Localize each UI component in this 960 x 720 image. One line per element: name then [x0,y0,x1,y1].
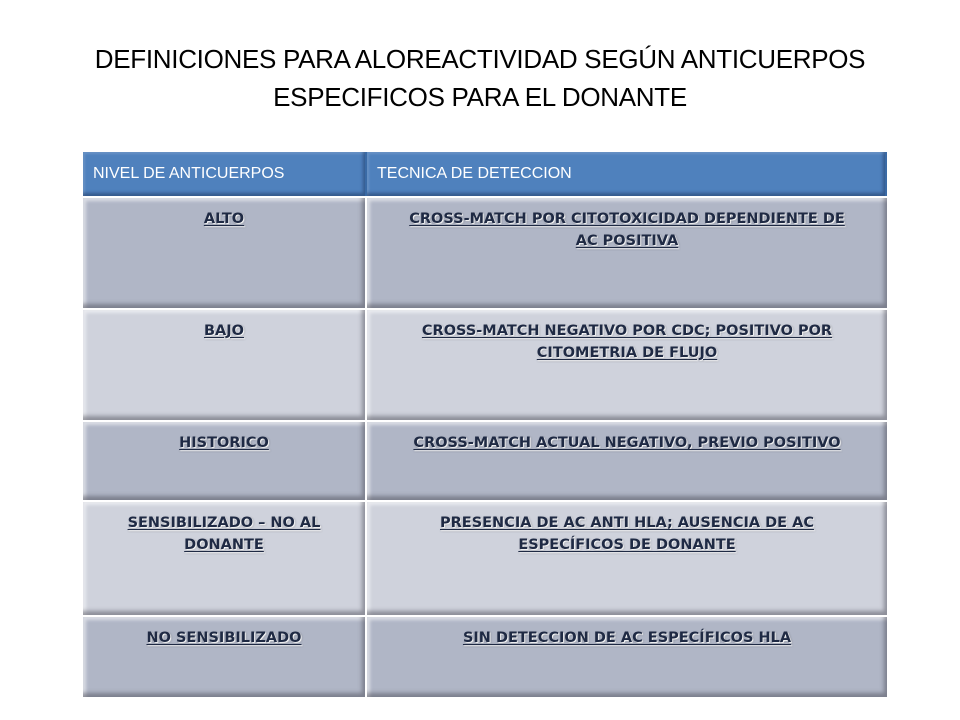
table-header-row [83,152,887,196]
header-antibody-level: NIVEL DE ANTICUERPOS [83,152,367,196]
cell-detection-technique [367,617,887,697]
table-row [83,500,887,615]
cell-detection-technique [367,310,887,420]
cell-antibody-level [83,310,367,420]
technique-text: PRESENCIA DE AC ANTI HLA; AUSENCIA DE AC ESPECÍFICOS DE DONANTE [440,515,814,553]
slide-title-line-1: DEFINICIONES PARA ALOREACTIVIDAD SEGÚN ANTICUERPOS [94,44,866,74]
table-row [83,308,887,420]
level-text: ALTO [203,211,245,227]
slide-title [40,40,920,116]
table-row [83,196,887,308]
technique-text: CROSS-MATCH ACTUAL NEGATIVO, PREVIO POSITIVO [413,435,841,451]
cell-antibody-level [83,422,367,500]
cell-antibody-level [83,198,367,308]
cell-detection-technique [367,198,887,308]
table-row [83,420,887,500]
level-text: SENSIBILIZADO – NO AL DONANTE [127,515,321,553]
header-detection-technique: TECNICA DE DETECCION [367,152,887,196]
slide-title-line-2: ESPECIFICOS PARA EL DONANTE [273,82,687,112]
cell-antibody-level [83,617,367,697]
alloreactivity-table [83,152,887,697]
technique-text: CROSS-MATCH NEGATIVO POR CDC; POSITIVO POR CITOMETRIA DE FLUJO [421,323,833,361]
level-text: HISTORICO [179,435,269,451]
technique-text: CROSS-MATCH POR CITOTOXICIDAD DEPENDIENTE DE AC POSITIVA [409,211,845,249]
cell-antibody-level [83,502,367,615]
table-row [83,615,887,697]
level-text: NO SENSIBILIZADO [146,630,302,646]
cell-detection-technique [367,422,887,500]
level-text: BAJO [204,323,244,339]
cell-detection-technique [367,502,887,615]
technique-text: SIN DETECCION DE AC ESPECÍFICOS HLA [462,630,792,646]
